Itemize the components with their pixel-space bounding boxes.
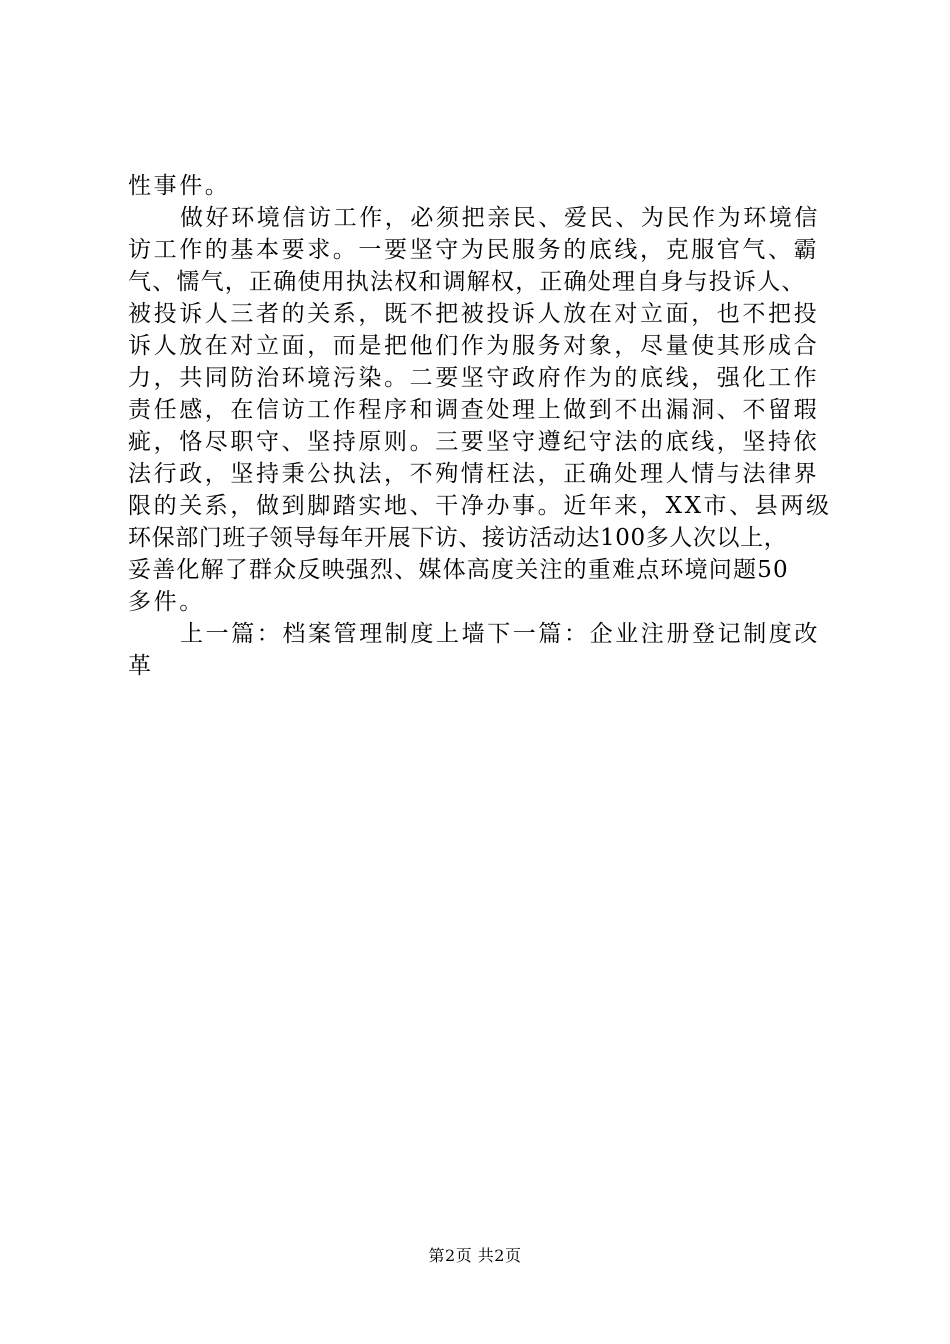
text-line: 性事件。 <box>128 173 231 199</box>
text-line: 诉人放在对立面，而是把他们作为服务对象，尽量使其形成合 <box>128 333 820 359</box>
page-number-footer: 第2页 共2页 <box>428 1246 522 1265</box>
text-line: 多件。 <box>128 589 205 615</box>
text-line: 疵，恪尽职守、坚持原则。三要坚守遵纪守法的底线，坚持依 <box>128 429 820 455</box>
text-line: 被投诉人三者的关系，既不把被投诉人放在对立面，也不把投 <box>128 301 820 327</box>
paragraph-start-line: 做好环境信访工作，必须把亲民、爱民、为民作为环境信 <box>180 205 820 231</box>
text-line: 力，共同防治环境污染。二要坚守政府作为的底线，强化工作 <box>128 365 820 391</box>
text-line: 环保部门班子领导每年开展下访、接访活动达100多人次以上， <box>128 525 788 551</box>
prev-next-article-link-continued[interactable]: 革 <box>128 653 154 679</box>
document-body <box>128 170 858 682</box>
text-line: 妥善化解了群众反映强烈、媒体高度关注的重难点环境问题50 <box>128 557 789 583</box>
text-line: 责任感，在信访工作程序和调查处理上做到不出漏洞、不留瑕 <box>128 397 820 423</box>
prev-next-article-link[interactable]: 上一篇：档案管理制度上墙下一篇：企业注册登记制度改 <box>180 621 820 647</box>
text-line: 气、懦气，正确使用执法权和调解权，正确处理自身与投诉人、 <box>128 269 806 295</box>
text-line: 访工作的基本要求。一要坚守为民服务的底线，克服官气、霸 <box>128 237 820 263</box>
text-line: 限的关系，做到脚踏实地、干净办事。近年来，XX市、县两级 <box>128 493 832 519</box>
text-line: 法行政，坚持秉公执法，不殉情枉法，正确处理人情与法律界 <box>128 461 820 487</box>
